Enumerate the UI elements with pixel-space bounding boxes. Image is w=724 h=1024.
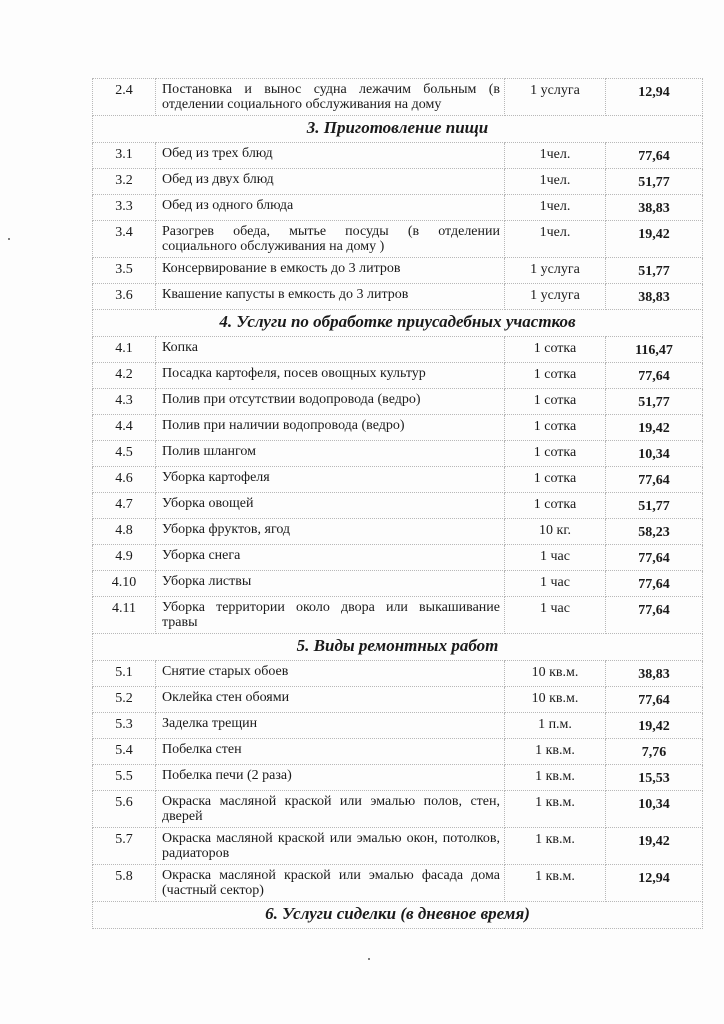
table-row: [93, 169, 703, 195]
item-number: 4.10: [93, 571, 156, 597]
price-value: 51,77: [606, 389, 703, 415]
item-number: 3.2: [93, 169, 156, 195]
item-number: 5.2: [93, 687, 156, 713]
item-number: 3.6: [93, 284, 156, 310]
item-number: 4.1: [93, 337, 156, 363]
service-description: Окраска масляной краской или эмалью полов, стен, дверей: [156, 791, 505, 828]
service-description: Уборка картофеля: [156, 467, 505, 493]
service-description: Постановка и вынос судна лежачим больным (в отделении социального обслуживания на дому: [156, 79, 505, 116]
item-number: 3.4: [93, 221, 156, 258]
unit-of-measure: 10 кв.м.: [505, 661, 606, 687]
section-title: 6. Услуги сиделки (в дневное время): [93, 902, 703, 929]
table-row: [93, 519, 703, 545]
item-number: 4.8: [93, 519, 156, 545]
table-row: [93, 571, 703, 597]
service-description: Квашение капусты в емкость до 3 литров: [156, 284, 505, 310]
price-value: 77,64: [606, 545, 703, 571]
table-row: [93, 739, 703, 765]
price-value: 38,83: [606, 284, 703, 310]
section-header: [93, 634, 703, 661]
unit-of-measure: 1 сотка: [505, 441, 606, 467]
table-row: [93, 337, 703, 363]
price-value: 38,83: [606, 661, 703, 687]
price-value: 77,64: [606, 687, 703, 713]
table-row: [93, 441, 703, 467]
table-row: [93, 467, 703, 493]
item-number: 4.7: [93, 493, 156, 519]
unit-of-measure: 1 кв.м.: [505, 791, 606, 828]
table-row: [93, 363, 703, 389]
unit-of-measure: 1чел.: [505, 221, 606, 258]
unit-of-measure: 10 кг.: [505, 519, 606, 545]
price-value: 38,83: [606, 195, 703, 221]
unit-of-measure: 1 сотка: [505, 337, 606, 363]
item-number: 4.9: [93, 545, 156, 571]
price-value: 19,42: [606, 828, 703, 865]
item-number: 4.4: [93, 415, 156, 441]
item-number: 4.6: [93, 467, 156, 493]
unit-of-measure: 1 услуга: [505, 258, 606, 284]
unit-of-measure: 1чел.: [505, 143, 606, 169]
price-value: 51,77: [606, 258, 703, 284]
table-row: [93, 284, 703, 310]
table-row: [93, 828, 703, 865]
price-value: 51,77: [606, 493, 703, 519]
unit-of-measure: 1 час: [505, 597, 606, 634]
service-description: Полив при отсутствии водопровода (ведро): [156, 389, 505, 415]
item-number: 4.5: [93, 441, 156, 467]
table-row: [93, 389, 703, 415]
unit-of-measure: 1 сотка: [505, 389, 606, 415]
price-value: 77,64: [606, 467, 703, 493]
service-description: Оклейка стен обоями: [156, 687, 505, 713]
unit-of-measure: 1 сотка: [505, 493, 606, 519]
item-number: 5.7: [93, 828, 156, 865]
service-description: Посадка картофеля, посев овощных культур: [156, 363, 505, 389]
price-value: 15,53: [606, 765, 703, 791]
table-row: [93, 258, 703, 284]
price-value: 116,47: [606, 337, 703, 363]
section-title: 4. Услуги по обработке приусадебных участков: [93, 310, 703, 337]
table-row: [93, 545, 703, 571]
scan-speck: [8, 238, 10, 240]
price-value: 77,64: [606, 363, 703, 389]
table-row: [93, 493, 703, 519]
price-value: 19,42: [606, 415, 703, 441]
unit-of-measure: 1 сотка: [505, 467, 606, 493]
item-number: 5.8: [93, 865, 156, 902]
tariff-table: [92, 78, 703, 929]
price-value: 19,42: [606, 713, 703, 739]
service-description: Побелка печи (2 раза): [156, 765, 505, 791]
price-value: 19,42: [606, 221, 703, 258]
table-row: [93, 765, 703, 791]
price-value: 10,34: [606, 791, 703, 828]
unit-of-measure: 1 сотка: [505, 415, 606, 441]
table-row: [93, 221, 703, 258]
section-title: 5. Виды ремонтных работ: [93, 634, 703, 661]
unit-of-measure: 1 услуга: [505, 79, 606, 116]
service-description: Заделка трещин: [156, 713, 505, 739]
section-header: [93, 902, 703, 929]
price-value: 77,64: [606, 597, 703, 634]
unit-of-measure: 1 час: [505, 571, 606, 597]
unit-of-measure: 1 кв.м.: [505, 765, 606, 791]
table-row: [93, 791, 703, 828]
unit-of-measure: 1 услуга: [505, 284, 606, 310]
table-row: [93, 195, 703, 221]
item-number: 5.4: [93, 739, 156, 765]
table-row: [93, 865, 703, 902]
unit-of-measure: 1 п.м.: [505, 713, 606, 739]
item-number: 3.5: [93, 258, 156, 284]
service-description: Уборка листвы: [156, 571, 505, 597]
service-description: Уборка снега: [156, 545, 505, 571]
scan-speck: [368, 958, 370, 960]
price-value: 51,77: [606, 169, 703, 195]
item-number: 4.11: [93, 597, 156, 634]
table-row: [93, 687, 703, 713]
price-value: 77,64: [606, 143, 703, 169]
service-description: Снятие старых обоев: [156, 661, 505, 687]
unit-of-measure: 1 кв.м.: [505, 828, 606, 865]
section-header: [93, 310, 703, 337]
table-row: [93, 713, 703, 739]
unit-of-measure: 1 сотка: [505, 363, 606, 389]
unit-of-measure: 1 кв.м.: [505, 865, 606, 902]
item-number: 3.3: [93, 195, 156, 221]
item-number: 5.6: [93, 791, 156, 828]
price-value: 77,64: [606, 571, 703, 597]
unit-of-measure: 1 кв.м.: [505, 739, 606, 765]
unit-of-measure: 1 час: [505, 545, 606, 571]
service-description: Полив при наличии водопровода (ведро): [156, 415, 505, 441]
service-description: Полив шлангом: [156, 441, 505, 467]
price-value: 12,94: [606, 79, 703, 116]
item-number: 4.2: [93, 363, 156, 389]
section-title: 3. Приготовление пищи: [93, 116, 703, 143]
unit-of-measure: 10 кв.м.: [505, 687, 606, 713]
item-number: 2.4: [93, 79, 156, 116]
service-description: Обед из двух блюд: [156, 169, 505, 195]
service-description: Обед из трех блюд: [156, 143, 505, 169]
service-description: Уборка фруктов, ягод: [156, 519, 505, 545]
item-number: 5.1: [93, 661, 156, 687]
service-description: Уборка овощей: [156, 493, 505, 519]
service-description: Побелка стен: [156, 739, 505, 765]
item-number: 4.3: [93, 389, 156, 415]
price-value: 58,23: [606, 519, 703, 545]
table-row: [93, 415, 703, 441]
service-description: Разогрев обеда, мытье посуды (в отделении социального обслуживания на дому ): [156, 221, 505, 258]
unit-of-measure: 1чел.: [505, 169, 606, 195]
service-description: Консервирование в емкость до 3 литров: [156, 258, 505, 284]
service-description: Копка: [156, 337, 505, 363]
table-row: [93, 661, 703, 687]
item-number: 5.5: [93, 765, 156, 791]
section-header: [93, 116, 703, 143]
item-number: 5.3: [93, 713, 156, 739]
price-value: 10,34: [606, 441, 703, 467]
price-value: 12,94: [606, 865, 703, 902]
service-description: Окраска масляной краской или эмалью окон, потолков, радиаторов: [156, 828, 505, 865]
service-description: Окраска масляной краской или эмалью фасада дома (частный сектор): [156, 865, 505, 902]
table-row: [93, 143, 703, 169]
price-value: 7,76: [606, 739, 703, 765]
unit-of-measure: 1чел.: [505, 195, 606, 221]
service-description: Уборка территории около двора или выкашивание травы: [156, 597, 505, 634]
table-row: [93, 79, 703, 116]
service-description: Обед из одного блюда: [156, 195, 505, 221]
item-number: 3.1: [93, 143, 156, 169]
table-row: [93, 597, 703, 634]
